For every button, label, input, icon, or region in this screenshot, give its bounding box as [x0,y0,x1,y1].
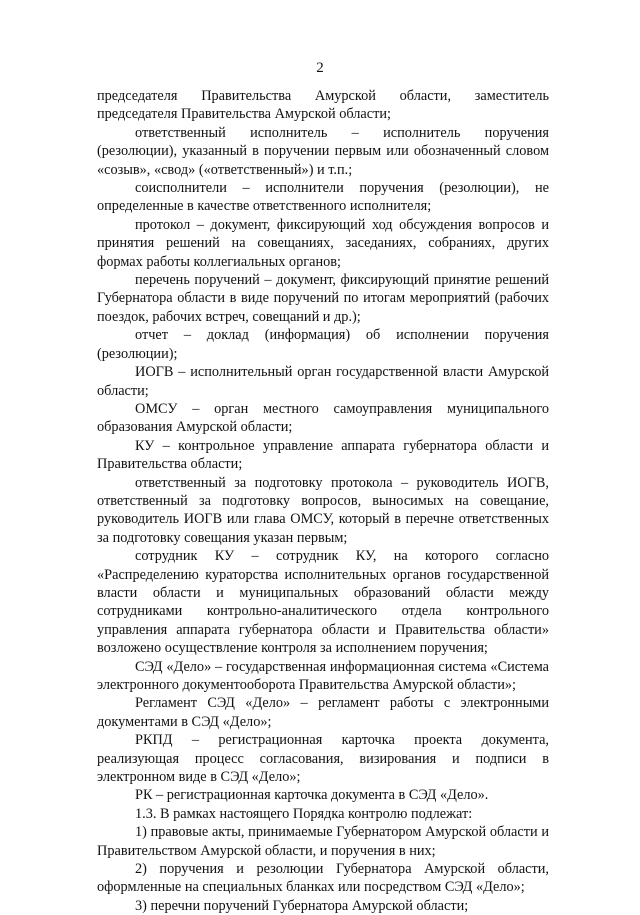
paragraph: Регламент СЭД «Дело» – регламент работы с электронными документами в СЭД «Дело»; [97,695,549,730]
paragraph: 2) поручения и резолюции Губернатора Амурской области, оформленные на специальных бланках или посредством СЭД «Дело»; [97,861,549,896]
page-number: 2 [316,60,324,76]
paragraph: протокол – документ, фиксирующий ход обсуждения вопросов и принятия решений на совещаниях, заседаниях, собраниях, других формах работы коллегиальных органов; [97,216,549,270]
paragraph: 1.3. В рамках настоящего Порядка контролю подлежат: [135,805,473,822]
paragraph: РКПД – регистрационная карточка проекта документа, реализующая процесс согласования, визирования и подписи в электронном виде в СЭД «Дело»; [97,732,549,786]
paragraph: сотрудник КУ – сотрудник КУ, на которого согласно «Распределению кураторства исполнительных органов государственной власти области и муниципальных образований области между сотрудниками контрольно-аналитического отдела контрольного управления аппарата губернатора области и Правительства области» возложено осуществление контроля за исполнением поручения; [97,548,549,657]
document-body [97,87,549,915]
paragraph: ответственный исполнитель – исполнитель поручения (резолюции), указанный в поручении первым или обозначенный словом «созыв», «свод» («ответственный») и т.п.; [97,124,549,178]
paragraph: ОМСУ – орган местного самоуправления муниципального образования Амурской области; [97,400,549,436]
paragraph: 1) правовые акты, принимаемые Губернатором Амурской области и Правительством Амурской области, и поручения в них; [97,824,549,859]
paragraph: КУ – контрольное управление аппарата губернатора области и Правительства области; [97,437,549,473]
paragraph: РК – регистрационная карточка документа в СЭД «Дело». [135,787,489,804]
paragraph: перечень поручений – документ, фиксирующий принятие решений Губернатора области в виде поручений по итогам мероприятий (рабочих поездок, рабочих встреч, совещаний и др.); [97,272,549,325]
paragraph: ответственный за подготовку протокола – руководитель ИОГВ, ответственный за подготовку вопросов, выносимых на совещание, руководитель ИОГВ или глава ОМСУ, который в перечне ответственных за подготовку совещания указан первым; [97,474,549,546]
paragraph: председателя Правительства Амурской области, заместитель председателя Правительства Амурской области; [97,88,549,123]
paragraph: отчет – доклад (информация) об исполнении поручения (резолюции); [97,327,549,362]
paragraph: соисполнители – исполнители поручения (резолюции), не определенные в качестве ответственного исполнителя; [97,180,549,215]
paragraph: СЭД «Дело» – государственная информационная система «Система электронного документооборота Правительства Амурской области»; [97,658,549,693]
paragraph: ИОГВ – исполнительный орган государственной власти Амурской области; [97,364,549,399]
paragraph: 3) перечни поручений Губернатора Амурской области; [135,897,469,914]
